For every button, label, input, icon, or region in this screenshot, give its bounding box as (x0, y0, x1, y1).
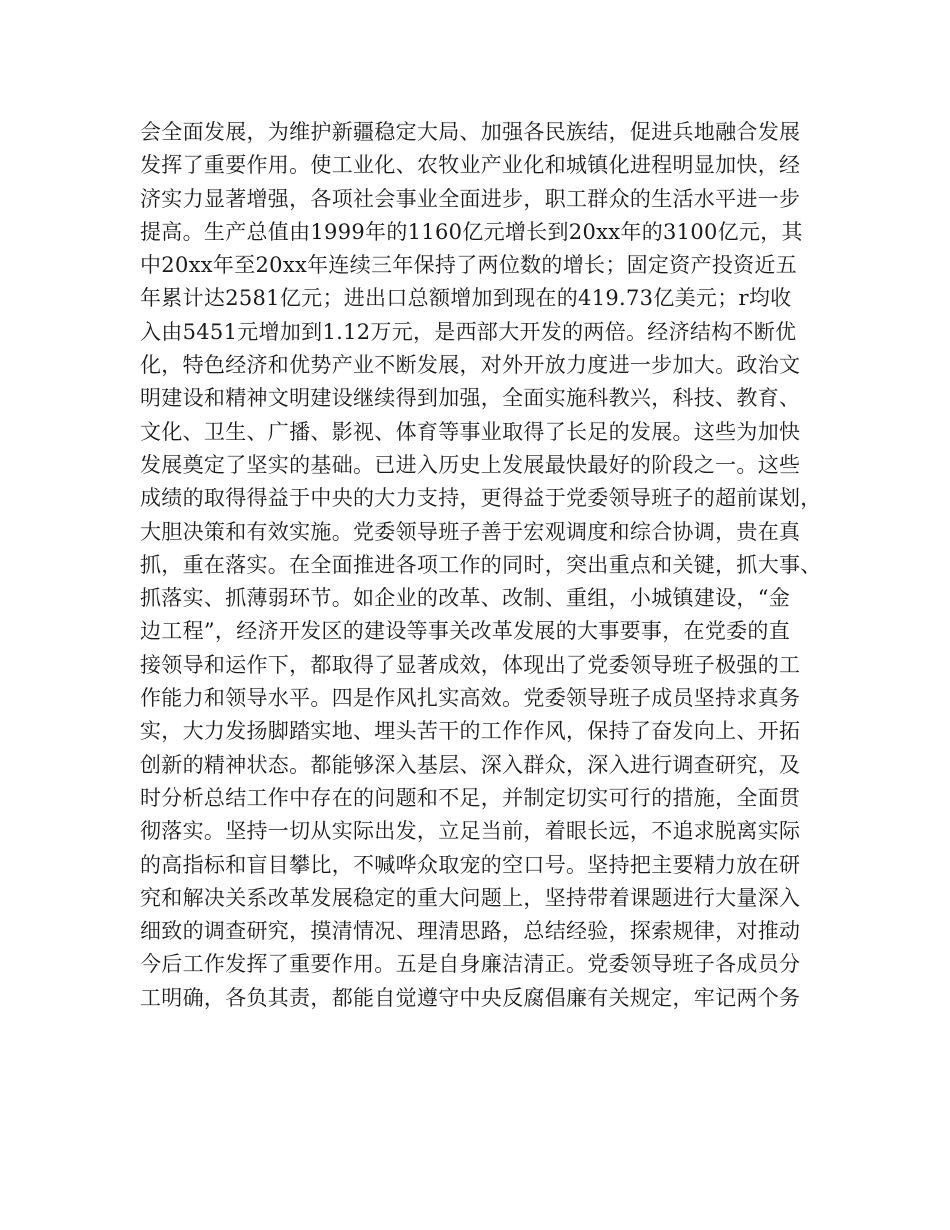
body-text (140, 116, 830, 1015)
text-line: 工明确，各负其责，都能自觉遵守中央反腐倡廉有关规定，牢记两个务 (140, 985, 801, 1010)
text-line: 彻落实。坚持一切从实际出发，立足当前，着眼长远，不追求脱离实际 (140, 819, 801, 844)
text-line: 明建设和精神文明建设继续得到加强，全面实施科教兴，科技、教育、 (140, 386, 801, 411)
text-line: 抓落实、抓薄弱环节。如企业的改革、改制、重组，小城镇建设，“金 (140, 586, 791, 611)
text-line: 大胆决策和有效实施。党委领导班子善于宏观调度和综合协调，贵在真 (140, 519, 801, 544)
text-line: 发挥了重要作用。使工业化、农牧业产业化和城镇化进程明显加快，经 (140, 153, 801, 178)
text-line: 时分析总结工作中存在的问题和不足，并制定切实可行的措施，全面贯 (140, 785, 801, 810)
text-line: 提高。生产总值由1999年的1160亿元增长到20xx年的3100亿元，其 (140, 219, 803, 244)
text-line: 究和解决关系改革发展稳定的重大问题上，坚持带着课题进行大量深入 (140, 885, 801, 910)
text-line: 年累计达2581亿元；进出口总额增加到现在的419.73亿美元；r均收 (140, 286, 792, 311)
text-line: 会全面发展，为维护新疆稳定大局、加强各民族结，促进兵地融合发展 (140, 120, 801, 144)
text-line: 中20xx年至20xx年连续三年保持了两位数的增长；固定资产投资近五 (140, 253, 798, 278)
text-line: 接领导和运作下，都取得了显著成效，体现出了党委领导班子极强的工 (140, 652, 801, 677)
text-line: 作能力和领导水平。四是作风扎实高效。党委领导班子成员坚持求真务 (140, 686, 801, 711)
text-line: 济实力显著增强，各项社会事业全面进步，职工群众的生活水平进一步 (140, 186, 801, 211)
text-line: 入由5451元增加到1.12万元，是西部大开发的两倍。经济结构不断优 (140, 319, 797, 344)
text-line: 细致的调查研究，摸清情况、理清思路，总结经验，探索规律，对推动 (140, 919, 801, 944)
text-line: 创新的精神状态。都能够深入基层、深入群众，深入进行调查研究，及 (140, 752, 801, 777)
text-line: 的高指标和盲目攀比，不喊哗众取宠的空口号。坚持把主要精力放在研 (140, 852, 801, 877)
text-line: 边工程”，经济开发区的建设等事关改革发展的大事要事，在党委的直 (140, 619, 791, 644)
text-line: 化，特色经济和优势产业不断发展，对外开放力度进一步加大。政治文 (140, 353, 801, 378)
text-line: 文化、卫生、广播、影视、体育等事业取得了长足的发展。这些为加快 (140, 419, 801, 444)
text-line: 成绩的取得得益于中央的大力支持，更得益于党委领导班子的超前谋划， (140, 486, 822, 511)
text-line: 发展奠定了坚实的基础。已进入历史上发展最快最好的阶段之一。这些 (140, 452, 801, 477)
text-line: 抓，重在落实。在全面推进各项工作的同时，突出重点和关键，抓大事、 (140, 552, 822, 577)
text-line: 今后工作发挥了重要作用。五是自身廉洁清正。党委领导班子各成员分 (140, 952, 801, 977)
text-line: 实，大力发扬脚踏实地、埋头苦干的工作作风，保持了奋发向上、开拓 (140, 719, 801, 744)
